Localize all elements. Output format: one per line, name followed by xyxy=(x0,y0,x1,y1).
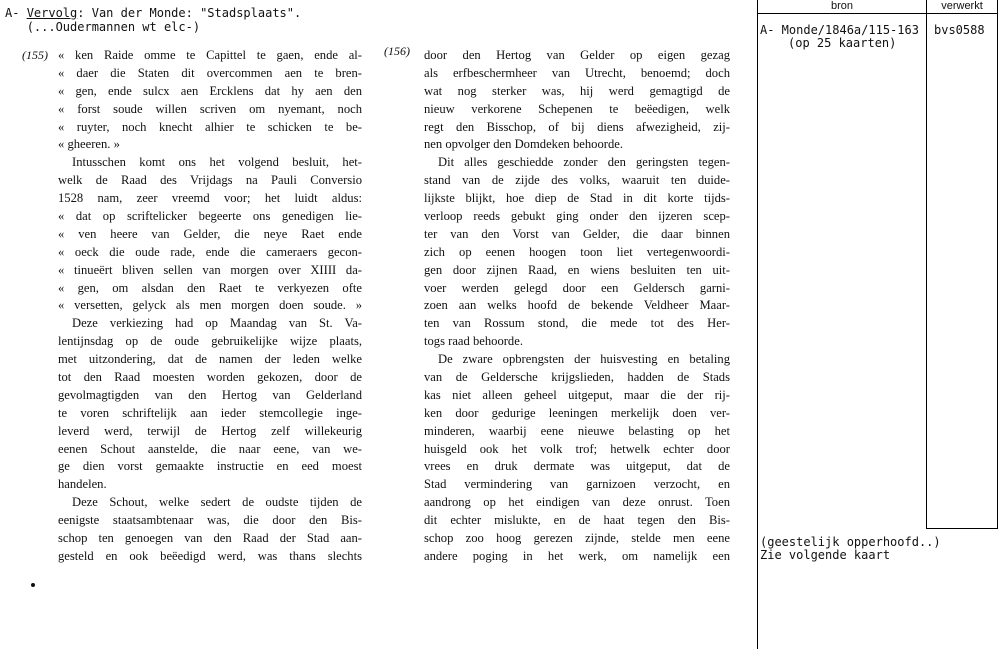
header-subtitle: (...Oudermannen wt elc-) xyxy=(26,20,201,34)
text-line: « forst soude willen scriven om nyemant, noch xyxy=(58,101,362,116)
text-line: 1528 nam, zeer vreemd voor; het luidt aldus: xyxy=(58,191,362,206)
text-line: De zware opbrengsten der huisvesting en betaling xyxy=(438,352,730,367)
text-line: schop ten genoegen van den Raad der Stad aan- xyxy=(58,531,362,546)
text-line: « tinueërt bliven sellen van morgen over XIIII da- xyxy=(58,262,362,277)
text-line: « ken Raide omme te Capittel te gaen, ende al- xyxy=(58,48,362,62)
text-column-right xyxy=(424,47,730,566)
text-line: « versetten, gelyck als men morgen doen soude. » xyxy=(58,298,362,313)
text-line: kas niet alleen geheel uitgeput, maar die der rij- xyxy=(424,387,730,402)
text-line: van de Geldersche krijgslieden, hadden de Stads xyxy=(424,370,730,385)
text-line: schop zoo hoog gerezen zijnde, stelde men eene xyxy=(424,531,730,546)
text-line: ge dien vorst gemaakte instructie en eed moest xyxy=(58,459,362,474)
table-column-divider xyxy=(926,0,927,528)
text-line: ter van den Vorst van Gelder, die daar binnen xyxy=(424,226,730,241)
text-line: vrees en druk dermate was uitgeput, dat de xyxy=(424,459,730,474)
text-line: dit echter mislukte, en de haat tegen den Bis- xyxy=(424,513,730,528)
text-line: minderen, waarbij eene nieuwe belasting op het xyxy=(424,423,730,438)
text-line: nen opvolger den Domdeken behoorde. xyxy=(424,137,623,152)
text-line: nieuw verkorene Schepenen te beëedigen, welk xyxy=(424,101,730,116)
text-line: aandrong op het eindigen van deze onrust. Toen xyxy=(424,495,730,510)
text-line: zoen aan welks hoofd de bekende Veldheer Maar- xyxy=(424,298,730,313)
text-line: gevolmagtigden van den Hertog van Gelderland xyxy=(58,387,362,402)
text-line: handelen. xyxy=(58,477,107,492)
table-header-verwerkt: verwerkt xyxy=(941,0,983,12)
text-column-left xyxy=(58,47,362,566)
table-header-separator xyxy=(757,13,998,14)
margin-dot xyxy=(31,583,35,587)
table-cell-bron-line2: (op 25 kaarten) xyxy=(788,36,897,50)
text-line: als erfbeschermheer van Utrecht, benoemd; doch xyxy=(424,65,730,80)
text-line: « gen, ende sulcx aen Ercklens dat hy aen den xyxy=(58,83,362,98)
table-left-border xyxy=(757,0,758,649)
text-line: Deze Schout, welke sedert de oudste tijden de xyxy=(72,495,362,510)
text-line: ken door gedurige leeningen merkelijk doen ver- xyxy=(424,405,730,420)
text-line: eenen Schout aanstelde, die naar eene, van we- xyxy=(58,441,362,456)
text-line: te voren schriftelijk aan ieder stemcollegie inge- xyxy=(58,405,362,420)
text-line: « oeck die oude rade, ende die cameraers gecon- xyxy=(58,244,362,259)
text-line: wat nog sterker was, hij werd gemagtigd de xyxy=(424,83,730,98)
text-line: zich op eenen hoogen toon liet vertegenwoordi- xyxy=(424,244,730,259)
page-number-left: (155) xyxy=(22,48,48,62)
text-line: welk de Raad des Vrijdags na Pauli Conversio xyxy=(58,173,362,188)
header-vervolg: Vervolg xyxy=(26,6,78,20)
text-line: eenigste staatsambtenaar was, die door den Bis- xyxy=(58,513,362,528)
table-header-bron: bron xyxy=(830,0,854,12)
text-line: Intusschen komt ons het volgend besluit, het- xyxy=(72,155,362,170)
text-line: lijkste blijkt, hoe diep de Stad in dit korte tijds- xyxy=(424,191,730,206)
text-line: lentijnsdag op de oude gebruikelijke wijze plaats, xyxy=(58,334,362,349)
text-line: verloop reeds gebukt ging onder den ijzeren scep- xyxy=(424,209,730,224)
note-volgende-kaart: Zie volgende kaart xyxy=(760,548,891,562)
table-cell-bron-line1: A- Monde/1846a/115-163 xyxy=(760,23,919,37)
text-line: ten van Rossum stond, die mede tot des Her- xyxy=(424,316,730,331)
text-line: andere poging in het werk, om namelijk een xyxy=(424,548,730,563)
table-right-border xyxy=(997,0,998,528)
text-line: Dit alles geschiedde zonder den geringsten tegen- xyxy=(438,155,730,170)
text-line: tot den Raad moesten worden gekozen, door de xyxy=(58,370,362,385)
text-line: stand van de zijde des volks, waaruit ten duide- xyxy=(424,173,730,188)
text-line: huisgeld ook het volk trof; hetwelk echter door xyxy=(424,441,730,456)
document-header xyxy=(5,6,301,34)
text-line: « ven heere van Gelder, die neye Raet ende xyxy=(58,226,362,241)
note-geestelijk: (geestelijk opperhoofd..) xyxy=(760,535,941,549)
text-line: met uitzondering, dat de namen der leden welke xyxy=(58,352,362,367)
page-number-right: (156) xyxy=(384,44,410,58)
header-prefix: A- xyxy=(5,6,27,20)
text-line: « gen, om alsdan den Raet te verkyezen ofte xyxy=(58,280,362,295)
text-line: Stad vermindering van garnizoen verzocht, en xyxy=(424,477,730,492)
text-line: leverd werd, terwijl de Hertog zelf willekeurig xyxy=(58,423,362,438)
text-line: gesteld en ook beëedigd werd, was thans slechts xyxy=(58,548,362,563)
text-line: « gheeren. » xyxy=(58,137,120,152)
text-line: door den Hertog van Gelder op eigen gezag xyxy=(424,48,730,62)
table-bottom-border xyxy=(926,528,998,529)
text-line: gen door zijnen Raad, en wiens besluiten ten uit- xyxy=(424,262,730,277)
text-line: voer werden gelegd door een Geldersch garni- xyxy=(424,280,730,295)
text-line: « ruyter, noch knecht alhier te schicken te be- xyxy=(58,119,362,134)
text-line: regt den Bisschop, of bij diens afwezigheid, zij- xyxy=(424,119,730,134)
text-line: « dat op scriftelicker begeerte ons genedigen lie- xyxy=(58,209,362,224)
text-line: Deze verkiezing had op Maandag van St. Va- xyxy=(72,316,362,331)
text-line: « daer die Staten dit overcommen aen te bren- xyxy=(58,65,362,80)
table-cell-verwerkt: bvs0588 xyxy=(934,23,985,37)
text-line: togs raad behoorde. xyxy=(424,334,523,349)
header-title: : Van der Monde: "Stadsplaats". xyxy=(77,6,302,20)
